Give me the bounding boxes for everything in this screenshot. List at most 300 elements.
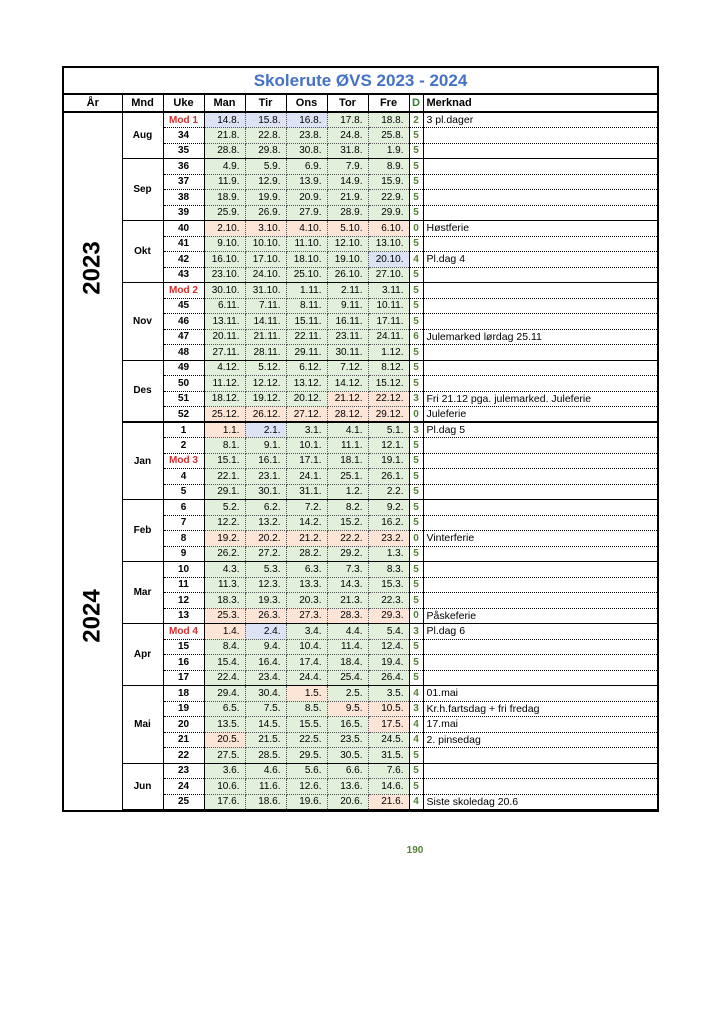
note-cell: [423, 500, 657, 516]
day-cell: 27.9.: [286, 205, 327, 221]
note-cell: [423, 236, 657, 252]
day-cell: 7.11.: [245, 298, 286, 314]
day-cell: 13.11.: [204, 314, 245, 330]
week-number: 38: [163, 190, 204, 206]
calendar-title: Skolerute ØVS 2023 - 2024: [64, 68, 657, 95]
day-cell: 19.12.: [245, 391, 286, 407]
week-number: 49: [163, 360, 204, 376]
day-cell: 15.8.: [245, 112, 286, 128]
day-cell: 29.4.: [204, 686, 245, 702]
week-number: 20: [163, 717, 204, 733]
month-label: Feb: [122, 500, 163, 562]
note-cell: Påskeferie: [423, 608, 657, 624]
week-row: [64, 624, 657, 640]
note-cell: Pl.dag 4: [423, 252, 657, 268]
day-count: 5: [409, 779, 423, 795]
day-cell: 17.4.: [286, 655, 327, 671]
month-label: Jan: [122, 422, 163, 500]
day-cell: 8.5.: [286, 701, 327, 717]
day-count: 4: [409, 732, 423, 748]
day-cell: 30.10.: [204, 283, 245, 299]
day-cell: 26.12.: [245, 407, 286, 423]
note-cell: [423, 345, 657, 361]
week-number: 19: [163, 701, 204, 717]
day-count: 5: [409, 639, 423, 655]
day-cell: 10.11.: [368, 298, 409, 314]
day-count: 5: [409, 345, 423, 361]
day-cell: 15.12.: [368, 376, 409, 392]
day-cell: 15.11.: [286, 314, 327, 330]
day-cell: 31.5.: [368, 748, 409, 764]
day-cell: 29.2.: [327, 546, 368, 562]
day-cell: 22.9.: [368, 190, 409, 206]
day-cell: 15.9.: [368, 174, 409, 190]
day-cell: 18.4.: [327, 655, 368, 671]
day-cell: 16.2.: [368, 515, 409, 531]
day-cell: 3.11.: [368, 283, 409, 299]
day-cell: 8.9.: [368, 159, 409, 175]
day-cell: 23.2.: [368, 531, 409, 547]
day-count: 5: [409, 515, 423, 531]
header-year: År: [64, 95, 122, 112]
day-cell: 18.1.: [327, 453, 368, 469]
day-cell: 22.4.: [204, 670, 245, 686]
week-number: 15: [163, 639, 204, 655]
day-cell: 5.10.: [327, 221, 368, 237]
day-cell: 9.5.: [327, 701, 368, 717]
day-cell: 12.9.: [245, 174, 286, 190]
day-cell: 19.6.: [286, 794, 327, 810]
day-cell: 11.12.: [204, 376, 245, 392]
day-cell: 5.4.: [368, 624, 409, 640]
note-cell: [423, 298, 657, 314]
day-cell: 1.4.: [204, 624, 245, 640]
day-cell: 20.10.: [368, 252, 409, 268]
day-cell: 12.1.: [368, 438, 409, 454]
day-cell: 21.2.: [286, 531, 327, 547]
day-cell: 13.2.: [245, 515, 286, 531]
day-count: 0: [409, 407, 423, 423]
day-cell: 9.2.: [368, 500, 409, 516]
day-count: 0: [409, 531, 423, 547]
day-cell: 25.9.: [204, 205, 245, 221]
day-cell: 13.5.: [204, 717, 245, 733]
day-cell: 10.1.: [286, 438, 327, 454]
day-count: 5: [409, 159, 423, 175]
week-number: 16: [163, 655, 204, 671]
month-label: Apr: [122, 624, 163, 686]
day-cell: 25.1.: [327, 469, 368, 485]
day-cell: 19.9.: [245, 190, 286, 206]
day-cell: 2.5.: [327, 686, 368, 702]
module-label: Mod 2: [163, 283, 204, 299]
day-cell: 14.8.: [204, 112, 245, 128]
day-cell: 12.12.: [245, 376, 286, 392]
day-cell: 17.1.: [286, 453, 327, 469]
day-cell: 8.4.: [204, 639, 245, 655]
week-row: [64, 221, 657, 237]
day-cell: 5.2.: [204, 500, 245, 516]
week-number: 25: [163, 794, 204, 810]
day-cell: 24.10.: [245, 267, 286, 283]
day-cell: 30.11.: [327, 345, 368, 361]
day-cell: 12.10.: [327, 236, 368, 252]
day-cell: 31.1.: [286, 484, 327, 500]
week-number: 6: [163, 500, 204, 516]
day-cell: 23.11.: [327, 329, 368, 345]
header-wed: Ons: [286, 95, 327, 112]
day-cell: 23.4.: [245, 670, 286, 686]
day-count: 5: [409, 283, 423, 299]
day-cell: 1.11.: [286, 283, 327, 299]
day-count: 5: [409, 298, 423, 314]
day-cell: 14.6.: [368, 779, 409, 795]
day-cell: 26.10.: [327, 267, 368, 283]
day-cell: 20.3.: [286, 593, 327, 609]
week-row: [64, 763, 657, 779]
day-cell: 19.1.: [368, 453, 409, 469]
note-cell: [423, 562, 657, 578]
day-cell: 7.3.: [327, 562, 368, 578]
week-number: 4: [163, 469, 204, 485]
week-row: [64, 360, 657, 376]
day-count: 4: [409, 717, 423, 733]
day-cell: 3.10.: [245, 221, 286, 237]
note-cell: Julemarked lørdag 25.11: [423, 329, 657, 345]
day-cell: 27.3.: [286, 608, 327, 624]
day-cell: 16.5.: [327, 717, 368, 733]
day-cell: 28.8.: [204, 143, 245, 159]
day-cell: 18.6.: [245, 794, 286, 810]
day-count: 4: [409, 252, 423, 268]
day-cell: 20.9.: [286, 190, 327, 206]
day-cell: 18.3.: [204, 593, 245, 609]
month-label: Mai: [122, 686, 163, 764]
month-label: Okt: [122, 221, 163, 283]
week-number: 48: [163, 345, 204, 361]
day-cell: 26.1.: [368, 469, 409, 485]
week-number: 35: [163, 143, 204, 159]
day-cell: 10.5.: [368, 701, 409, 717]
day-cell: 8.3.: [368, 562, 409, 578]
day-cell: 28.3.: [327, 608, 368, 624]
day-cell: 16.10.: [204, 252, 245, 268]
day-cell: 6.9.: [286, 159, 327, 175]
day-count: 6: [409, 329, 423, 345]
note-cell: [423, 453, 657, 469]
day-count: 2: [409, 112, 423, 128]
header-month: Mnd: [122, 95, 163, 112]
day-cell: 23.5.: [327, 732, 368, 748]
day-cell: 15.3.: [368, 577, 409, 593]
day-cell: 9.11.: [327, 298, 368, 314]
day-cell: 5.1.: [368, 422, 409, 438]
note-cell: Høstferie: [423, 221, 657, 237]
month-label: Mar: [122, 562, 163, 624]
day-cell: 17.6.: [204, 794, 245, 810]
week-number: 46: [163, 314, 204, 330]
note-cell: 01.mai: [423, 686, 657, 702]
day-cell: 19.2.: [204, 531, 245, 547]
day-cell: 29.8.: [245, 143, 286, 159]
day-count: 5: [409, 267, 423, 283]
day-cell: 30.5.: [327, 748, 368, 764]
note-cell: 3 pl.dager: [423, 112, 657, 128]
day-count: 5: [409, 670, 423, 686]
day-cell: 5.12.: [245, 360, 286, 376]
day-cell: 23.1.: [245, 469, 286, 485]
day-cell: 15.1.: [204, 453, 245, 469]
day-cell: 28.2.: [286, 546, 327, 562]
day-cell: 10.10.: [245, 236, 286, 252]
day-cell: 22.3.: [368, 593, 409, 609]
note-cell: Fri 21.12 pga. julemarked. Juleferie: [423, 391, 657, 407]
day-cell: 30.8.: [286, 143, 327, 159]
day-cell: 25.10.: [286, 267, 327, 283]
note-cell: [423, 283, 657, 299]
day-count: 5: [409, 655, 423, 671]
note-cell: [423, 438, 657, 454]
header-days: D: [409, 95, 423, 112]
day-cell: 14.9.: [327, 174, 368, 190]
note-cell: [423, 639, 657, 655]
day-cell: 27.12.: [286, 407, 327, 423]
day-cell: 1.3.: [368, 546, 409, 562]
week-number: 17: [163, 670, 204, 686]
day-cell: 8.12.: [368, 360, 409, 376]
day-cell: 25.3.: [204, 608, 245, 624]
day-cell: 19.4.: [368, 655, 409, 671]
week-number: 24: [163, 779, 204, 795]
day-cell: 24.8.: [327, 128, 368, 144]
day-count: 5: [409, 190, 423, 206]
year-text: 2024: [78, 589, 106, 643]
day-count: 5: [409, 174, 423, 190]
day-cell: 21.6.: [368, 794, 409, 810]
note-cell: Pl.dag 6: [423, 624, 657, 640]
day-cell: 11.1.: [327, 438, 368, 454]
day-cell: 8.2.: [327, 500, 368, 516]
week-number: 8: [163, 531, 204, 547]
day-count: 5: [409, 748, 423, 764]
week-number: 43: [163, 267, 204, 283]
day-cell: 18.10.: [286, 252, 327, 268]
day-cell: 2.2.: [368, 484, 409, 500]
module-label: Mod 4: [163, 624, 204, 640]
month-label: Sep: [122, 159, 163, 221]
day-cell: 5.6.: [286, 763, 327, 779]
day-count: 5: [409, 128, 423, 144]
day-cell: 27.5.: [204, 748, 245, 764]
day-cell: 6.12.: [286, 360, 327, 376]
week-row: [64, 500, 657, 516]
note-cell: [423, 128, 657, 144]
note-cell: [423, 546, 657, 562]
note-cell: Kr.h.fartsdag + fri fredag: [423, 701, 657, 717]
day-cell: 21.5.: [245, 732, 286, 748]
day-count: 3: [409, 391, 423, 407]
week-row: [64, 283, 657, 299]
day-cell: 20.12.: [286, 391, 327, 407]
day-cell: 13.3.: [286, 577, 327, 593]
day-cell: 20.5.: [204, 732, 245, 748]
day-cell: 14.5.: [245, 717, 286, 733]
note-cell: Vinterferie: [423, 531, 657, 547]
day-cell: 30.4.: [245, 686, 286, 702]
day-cell: 13.10.: [368, 236, 409, 252]
week-number: 1: [163, 422, 204, 438]
note-cell: [423, 577, 657, 593]
day-cell: 21.12.: [327, 391, 368, 407]
day-cell: 11.6.: [245, 779, 286, 795]
day-cell: 21.8.: [204, 128, 245, 144]
day-cell: 28.11.: [245, 345, 286, 361]
header-fri: Fre: [368, 95, 409, 112]
day-cell: 27.10.: [368, 267, 409, 283]
day-count: 5: [409, 763, 423, 779]
month-label: Aug: [122, 112, 163, 159]
day-cell: 19.10.: [327, 252, 368, 268]
day-cell: 16.8.: [286, 112, 327, 128]
day-cell: 16.4.: [245, 655, 286, 671]
week-number: 50: [163, 376, 204, 392]
day-count: 5: [409, 376, 423, 392]
day-cell: 13.12.: [286, 376, 327, 392]
day-cell: 17.5.: [368, 717, 409, 733]
week-number: 5: [163, 484, 204, 500]
day-count: 5: [409, 593, 423, 609]
day-cell: 10.4.: [286, 639, 327, 655]
day-cell: 6.5.: [204, 701, 245, 717]
day-count: 5: [409, 453, 423, 469]
day-count: 5: [409, 314, 423, 330]
day-cell: 24.1.: [286, 469, 327, 485]
week-number: 10: [163, 562, 204, 578]
day-cell: 19.3.: [245, 593, 286, 609]
note-cell: [423, 469, 657, 485]
day-cell: 18.8.: [368, 112, 409, 128]
header-mon: Man: [204, 95, 245, 112]
note-cell: [423, 763, 657, 779]
day-cell: 24.5.: [368, 732, 409, 748]
day-cell: 17.11.: [368, 314, 409, 330]
day-cell: 7.9.: [327, 159, 368, 175]
day-count: 3: [409, 624, 423, 640]
year-label: [64, 422, 122, 810]
day-cell: 15.2.: [327, 515, 368, 531]
note-cell: [423, 484, 657, 500]
week-row: [64, 112, 657, 128]
day-cell: 11.4.: [327, 639, 368, 655]
week-number: 47: [163, 329, 204, 345]
day-cell: 4.3.: [204, 562, 245, 578]
day-cell: 4.9.: [204, 159, 245, 175]
day-cell: 16.1.: [245, 453, 286, 469]
week-number: 42: [163, 252, 204, 268]
module-label: Mod 3: [163, 453, 204, 469]
week-number: 34: [163, 128, 204, 144]
day-count: 5: [409, 438, 423, 454]
day-cell: 14.3.: [327, 577, 368, 593]
year-label: [64, 112, 122, 422]
day-cell: 5.3.: [245, 562, 286, 578]
day-cell: 20.2.: [245, 531, 286, 547]
day-cell: 20.6.: [327, 794, 368, 810]
day-cell: 13.9.: [286, 174, 327, 190]
week-number: 52: [163, 407, 204, 423]
day-count: 0: [409, 221, 423, 237]
day-cell: 28.12.: [327, 407, 368, 423]
week-number: 9: [163, 546, 204, 562]
header-thu: Tor: [327, 95, 368, 112]
day-cell: 28.5.: [245, 748, 286, 764]
day-cell: 6.6.: [327, 763, 368, 779]
day-cell: 15.4.: [204, 655, 245, 671]
module-label: Mod 1: [163, 112, 204, 128]
day-count: 4: [409, 686, 423, 702]
week-number: 36: [163, 159, 204, 175]
note-cell: [423, 376, 657, 392]
day-cell: 29.1.: [204, 484, 245, 500]
day-cell: 14.12.: [327, 376, 368, 392]
week-number: 40: [163, 221, 204, 237]
month-label: Jun: [122, 763, 163, 810]
day-cell: 16.11.: [327, 314, 368, 330]
day-cell: 6.10.: [368, 221, 409, 237]
day-cell: 4.1.: [327, 422, 368, 438]
day-cell: 26.4.: [368, 670, 409, 686]
note-cell: 2. pinsedag: [423, 732, 657, 748]
day-cell: 22.1.: [204, 469, 245, 485]
week-number: 11: [163, 577, 204, 593]
day-cell: 29.5.: [286, 748, 327, 764]
day-cell: 2.4.: [245, 624, 286, 640]
day-cell: 12.6.: [286, 779, 327, 795]
day-cell: 4.12.: [204, 360, 245, 376]
day-cell: 26.3.: [245, 608, 286, 624]
day-cell: 3.6.: [204, 763, 245, 779]
note-cell: [423, 593, 657, 609]
week-number: 7: [163, 515, 204, 531]
day-cell: 14.2.: [286, 515, 327, 531]
day-count: 5: [409, 360, 423, 376]
day-cell: 12.2.: [204, 515, 245, 531]
note-cell: [423, 314, 657, 330]
day-cell: 24.4.: [286, 670, 327, 686]
week-row: [64, 159, 657, 175]
calendar-table: [64, 95, 657, 810]
week-number: 51: [163, 391, 204, 407]
day-cell: 3.1.: [286, 422, 327, 438]
day-cell: 26.2.: [204, 546, 245, 562]
day-cell: 23.10.: [204, 267, 245, 283]
note-cell: [423, 515, 657, 531]
week-row: [64, 422, 657, 438]
note-cell: [423, 205, 657, 221]
day-cell: 11.10.: [286, 236, 327, 252]
day-cell: 29.9.: [368, 205, 409, 221]
note-cell: [423, 143, 657, 159]
note-cell: Siste skoledag 20.6: [423, 794, 657, 810]
day-cell: 13.6.: [327, 779, 368, 795]
day-cell: 22.11.: [286, 329, 327, 345]
day-count: 5: [409, 205, 423, 221]
day-cell: 25.4.: [327, 670, 368, 686]
day-cell: 10.6.: [204, 779, 245, 795]
day-cell: 8.1.: [204, 438, 245, 454]
day-cell: 4.6.: [245, 763, 286, 779]
day-cell: 27.11.: [204, 345, 245, 361]
